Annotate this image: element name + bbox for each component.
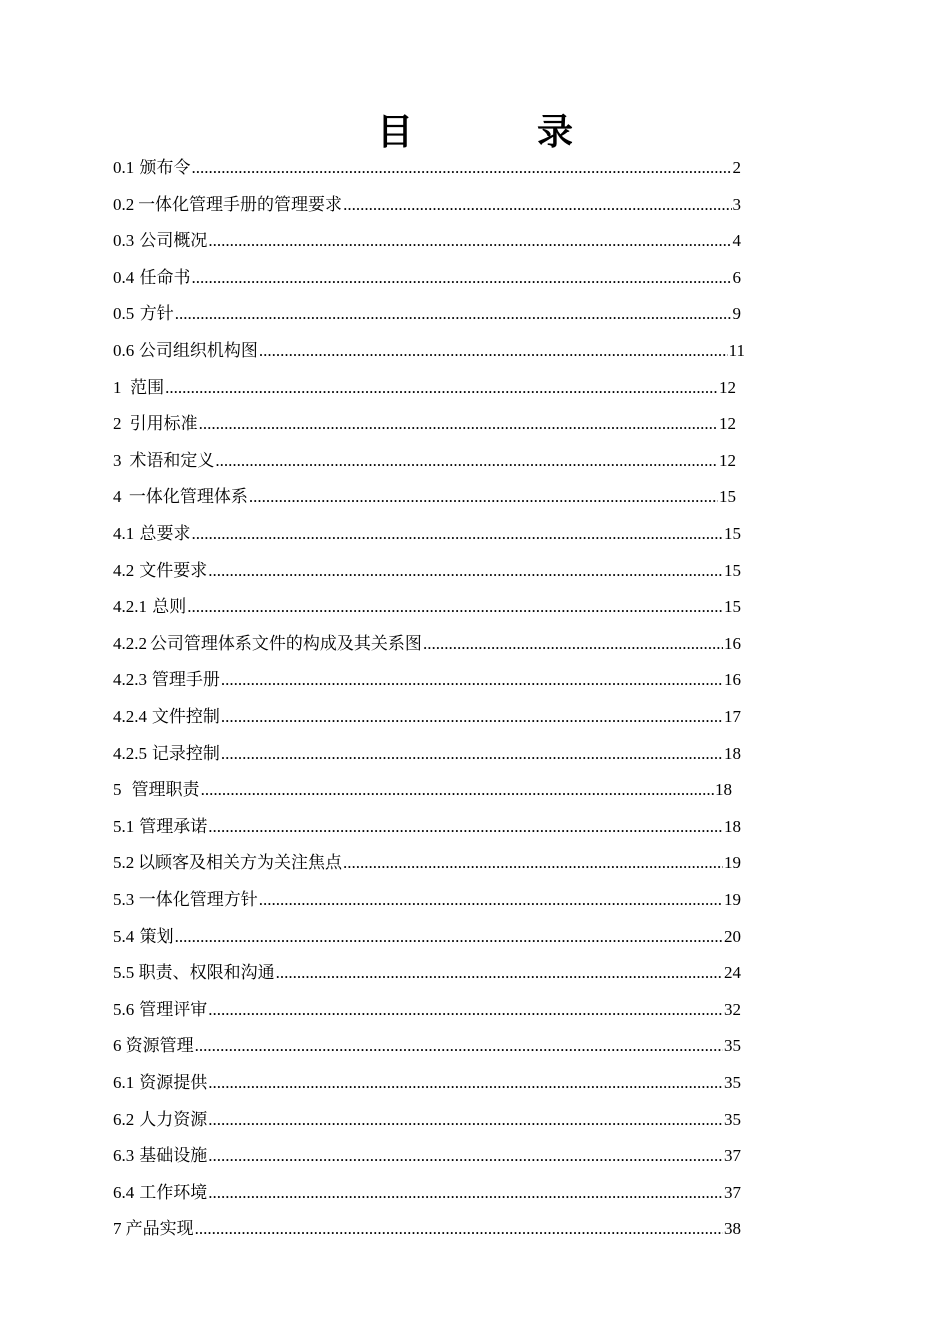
toc-entry-title: 术语和定义 (129, 450, 215, 471)
toc-entry-number: 0.5 (113, 304, 135, 324)
toc-entry-page: 17 (724, 707, 741, 726)
toc-entry-page: 32 (724, 999, 741, 1019)
toc-entry-page: 11 (728, 341, 745, 360)
dot-leader (208, 1072, 723, 1094)
dot-leader (187, 596, 723, 618)
toc-entry-number: 6.3 (113, 1146, 135, 1166)
toc-entry-number: 6 (113, 1036, 122, 1056)
toc-entry-number: 1 (113, 377, 122, 397)
toc-entry-page: 12 (719, 377, 736, 397)
toc-entry[interactable] (113, 633, 741, 655)
toc-entry-number: 6.1 (113, 1073, 135, 1092)
dot-leader (343, 194, 731, 216)
dot-leader (208, 1109, 723, 1131)
dot-leader (175, 303, 732, 325)
toc-entry-number: 4 (113, 487, 122, 507)
dot-leader (221, 706, 723, 728)
toc-entry-title: 方针 (139, 304, 174, 325)
toc-entry-page: 18 (724, 743, 741, 763)
toc-entry[interactable] (113, 669, 741, 691)
toc-entry-number: 6.2 (113, 1109, 135, 1129)
toc-entry-title: 记录控制 (151, 743, 220, 764)
toc-entry[interactable] (113, 1218, 741, 1240)
toc-entry-title: 公司组织机构图 (138, 341, 258, 361)
toc-entry-page: 35 (724, 1109, 741, 1129)
toc-entry-title: 文件控制 (151, 707, 220, 727)
toc-entry-number: 4.2.5 (113, 743, 147, 763)
toc-entry-page: 35 (724, 1073, 741, 1092)
dot-leader (221, 743, 723, 765)
toc-entry-number: 4.2.4 (113, 707, 147, 726)
toc-entry-page: 12 (719, 450, 736, 470)
toc-entry-page: 18 (715, 780, 732, 800)
dot-leader (199, 413, 718, 435)
dot-leader (208, 816, 723, 838)
toc-entry-page: 12 (719, 414, 736, 434)
toc-entry[interactable] (113, 816, 741, 838)
toc-entry[interactable] (113, 523, 741, 545)
toc-entry-page: 15 (724, 560, 741, 580)
toc-entry-title: 范围 (130, 377, 165, 398)
dot-leader (208, 560, 723, 582)
dot-leader (276, 962, 723, 984)
toc-entry-number: 5.2 (113, 853, 135, 873)
toc-entry-page: 37 (724, 1146, 741, 1166)
toc-entry-number: 2 (113, 414, 122, 434)
toc-entry-title: 以顾客及相关方为关注焦点 (137, 853, 342, 874)
toc-entry-number: 0.4 (113, 267, 135, 287)
toc-entry[interactable] (113, 303, 741, 325)
toc-entry-title: 基础设施 (139, 1146, 208, 1167)
toc-entry[interactable] (113, 889, 741, 911)
dot-leader (249, 486, 718, 508)
toc-entry-page: 16 (724, 633, 741, 653)
dot-leader (208, 1182, 723, 1204)
toc-entry[interactable] (113, 596, 741, 618)
toc-entry-number: 5.1 (113, 816, 135, 836)
dot-leader (215, 450, 718, 472)
toc-entry[interactable] (113, 999, 741, 1021)
dot-leader (201, 779, 714, 801)
toc-entry-page: 2 (732, 158, 741, 177)
toc-entry[interactable] (113, 560, 741, 582)
toc-entry-page: 20 (724, 926, 741, 946)
toc-entry-number: 5.4 (113, 926, 135, 946)
dot-leader (259, 889, 723, 911)
dot-leader (423, 633, 723, 655)
toc-entry-number: 0.2 (113, 194, 135, 214)
toc-entry[interactable] (113, 157, 741, 179)
toc-entry-number: 0.6 (113, 341, 135, 360)
toc-entry-title: 资源提供 (139, 1073, 208, 1093)
dot-leader (208, 999, 723, 1021)
toc-entry-page: 15 (724, 597, 741, 617)
toc-entry-page: 19 (724, 890, 741, 909)
dot-leader (191, 523, 723, 545)
toc-entry[interactable] (113, 743, 741, 765)
toc-entry[interactable] (113, 1109, 741, 1131)
toc-entry-title: 一体化管理手册的管理要求 (138, 194, 343, 215)
toc-entry-page: 16 (724, 670, 741, 690)
toc-entry[interactable] (113, 450, 736, 472)
toc-entry[interactable] (113, 779, 732, 801)
toc-entry-number: 0.3 (113, 231, 135, 251)
toc-entry[interactable] (113, 706, 741, 728)
toc-entry-number: 5.3 (113, 890, 135, 909)
toc-entry-number: 4.1 (113, 524, 135, 543)
toc-entry-number: 3 (113, 450, 122, 470)
toc-entry-title: 总要求 (139, 524, 191, 544)
toc-entry-title: 引用标准 (129, 414, 198, 435)
toc-entry-page: 38 (724, 1219, 741, 1239)
toc-entry-number: 5 (113, 780, 122, 800)
toc-entry-title: 文件要求 (139, 560, 208, 581)
toc-entry-title: 工作环境 (139, 1182, 208, 1203)
toc-entry[interactable] (113, 230, 741, 252)
dot-leader (175, 926, 723, 948)
dot-leader (192, 267, 732, 289)
toc-entry-title: 策划 (139, 926, 174, 947)
toc-entry[interactable] (113, 486, 736, 508)
toc-entry[interactable] (113, 1072, 741, 1094)
toc-entry-title: 管理评审 (139, 999, 208, 1020)
toc-entry-title: 管理承诺 (139, 816, 208, 837)
dot-leader (195, 1218, 723, 1240)
page-title: 目 录 (376, 111, 617, 153)
toc-entry-title: 一体化管理方针 (138, 890, 258, 910)
toc-entry-title: 人力资源 (139, 1109, 208, 1130)
dot-leader (192, 157, 732, 179)
toc-entry-title: 公司管理体系文件的构成及其关系图 (149, 633, 422, 654)
dot-leader (343, 852, 723, 874)
toc-entry-number: 5.5 (113, 963, 135, 983)
toc-entry-title: 资源管理 (125, 1036, 194, 1057)
toc-entry-page: 15 (719, 487, 736, 507)
toc-entry-title: 职责、权限和沟通 (138, 963, 275, 984)
dot-leader (221, 669, 723, 691)
toc-entry[interactable] (113, 962, 741, 984)
dot-leader (208, 1145, 723, 1167)
toc-entry[interactable] (113, 340, 745, 362)
toc-entry-title: 颁布令 (139, 158, 191, 178)
toc-entry[interactable] (113, 194, 741, 216)
dot-leader (259, 340, 728, 362)
toc-entry[interactable] (113, 1182, 741, 1204)
toc-entry-page: 19 (724, 853, 741, 873)
toc-entry[interactable] (113, 852, 741, 874)
toc-entry-page: 15 (724, 524, 741, 543)
toc-entry-number: 4.2.2 (113, 633, 147, 653)
toc-entry[interactable] (113, 267, 741, 289)
toc-entry-page: 37 (724, 1182, 741, 1202)
toc-entry-title: 管理职责 (131, 780, 200, 801)
toc-entry-page: 3 (732, 194, 741, 214)
toc-entry-number: 0.1 (113, 158, 135, 177)
toc-entry-title: 总则 (152, 597, 187, 618)
toc-entry-number: 6.4 (113, 1182, 135, 1202)
toc-entry-page: 6 (732, 267, 741, 287)
toc-entry-number: 7 (113, 1219, 122, 1239)
toc-entry-page: 9 (732, 304, 741, 324)
toc-entry[interactable] (113, 1145, 741, 1167)
toc-entry-title: 管理手册 (151, 670, 220, 691)
toc-entry-page: 4 (732, 231, 741, 251)
toc-entry[interactable] (113, 413, 736, 435)
toc-entry-title: 一体化管理体系 (128, 487, 248, 508)
toc-entry-number: 4.2.3 (113, 670, 147, 690)
dot-leader (208, 230, 731, 252)
toc-entry-title: 产品实现 (125, 1219, 194, 1240)
toc-entry-page: 18 (724, 816, 741, 836)
toc-entry-number: 4.2 (113, 560, 135, 580)
toc-entry-title: 公司概况 (139, 231, 208, 252)
toc-entry[interactable] (113, 926, 741, 948)
toc-entry-title: 任命书 (139, 267, 191, 288)
toc-entry-page: 24 (724, 963, 741, 983)
toc-entry[interactable] (113, 377, 736, 399)
toc-entry-number: 5.6 (113, 999, 135, 1019)
toc-entry[interactable] (113, 1035, 741, 1057)
toc-entry-number: 4.2.1 (113, 597, 147, 617)
dot-leader (195, 1035, 723, 1057)
dot-leader (165, 377, 718, 399)
toc-entry-page: 35 (724, 1036, 741, 1056)
